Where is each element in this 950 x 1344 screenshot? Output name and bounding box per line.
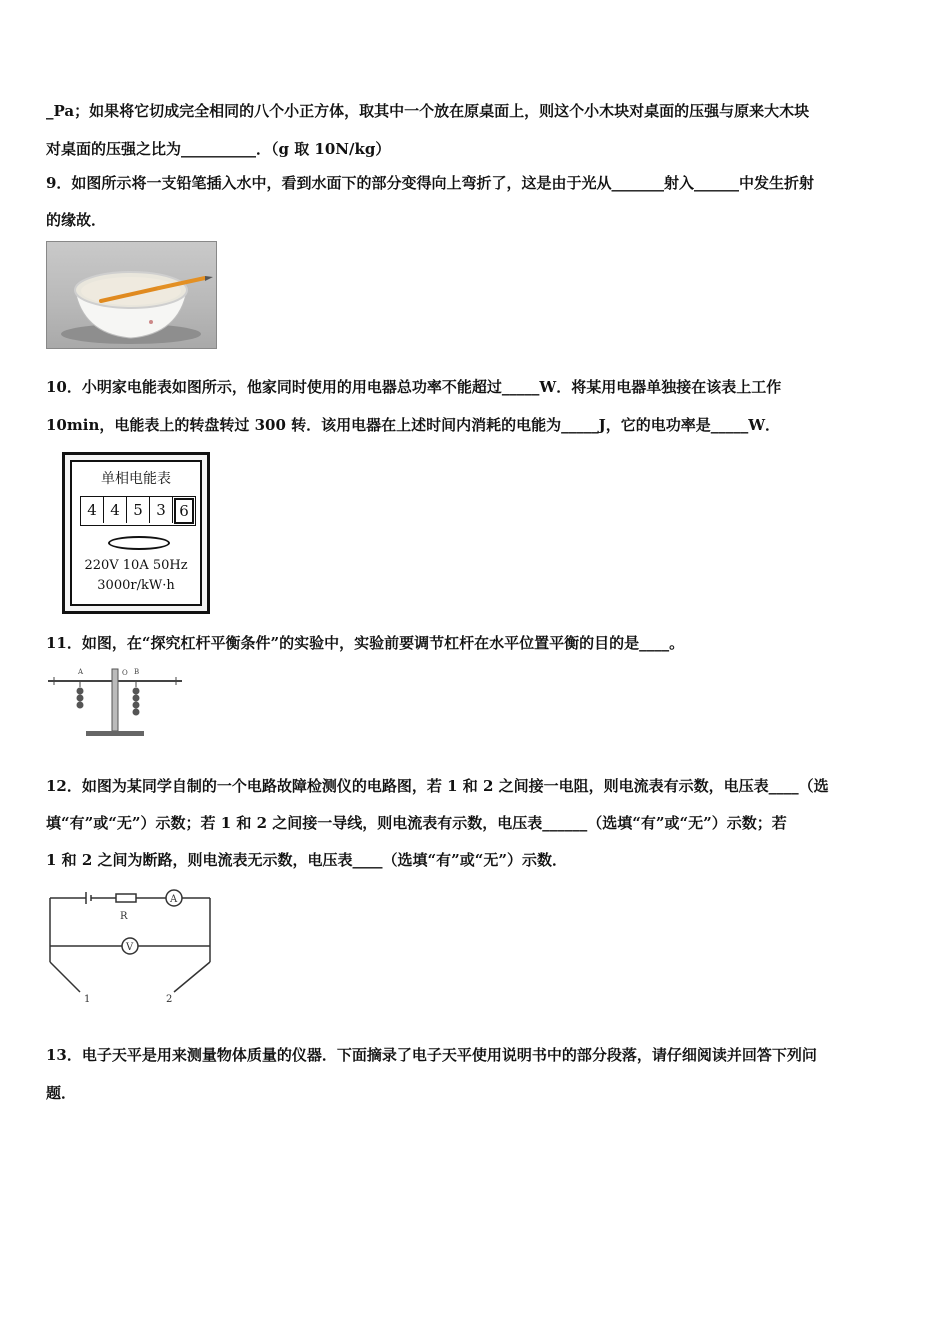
text-line: 对桌面的压强之比为__________．（g 取 10N/kg） [46, 140, 391, 158]
meter-digit-decimal: 6 [174, 498, 194, 524]
meter-constant: 3000r/kW·h [97, 578, 175, 593]
question-11: 11．如图，在“探究杠杆平衡条件”的实验中，实验前要调节杠杆在水平位置平衡的目的是____。 [46, 634, 685, 652]
resistor-label: R [120, 911, 128, 922]
question-10-cont: 10min，电能表上的转盘转过 300 转．该用电器在上述时间内消耗的电能为_____J，它的电功率是_____W． [46, 416, 781, 434]
question-10: 10．小明家电能表如图所示，他家同时使用的用电器总功率不能超过_____W．将某用电器单独接在该表上工作 [46, 378, 782, 396]
lever-label-o: O [122, 669, 128, 677]
question-9-cont: 的缘故． [46, 211, 107, 229]
question-9: 9．如图所示将一支铅笔插入水中，看到水面下的部分变得向上弯折了，这是由于光从_______射入______中发生折射 [46, 174, 814, 192]
pencil-in-water-photo [46, 241, 217, 349]
meter-digits [80, 496, 196, 526]
voltmeter-label: V [126, 942, 134, 953]
meter-spec: 220V 10A 50Hz [84, 558, 188, 573]
meter-digit: 4 [104, 497, 127, 523]
meter-digit: 5 [127, 497, 150, 523]
electric-meter-figure [62, 452, 210, 614]
meter-disc [108, 536, 170, 550]
text-line: _Pa；如果将它切成完全相同的八个小正方体，取其中一个放在原桌面上，则这个小木块对桌面的压强与原来大木块 [46, 102, 810, 120]
question-13-cont: 题． [46, 1084, 77, 1102]
lever-label-a: A [78, 668, 84, 676]
meter-digit: 3 [150, 497, 173, 523]
meter-title: 单相电能表 [101, 471, 171, 487]
meter-digit: 4 [81, 497, 104, 523]
terminal-1-label: 1 [84, 994, 91, 1005]
circuit-diagram [46, 888, 216, 1010]
ammeter-label: A [170, 894, 178, 905]
question-12-cont: 1 和 2 之间为断路，则电流表无示数，电压表____（选填“有”或“无”）示数． [46, 851, 568, 869]
terminal-2-label: 2 [166, 994, 173, 1005]
lever-figure [46, 665, 186, 745]
question-12-cont: 填“有”或“无”）示数；若 1 和 2 之间接一导线，则电流表有示数，电压表______（选填“有”或“无”）示数；若 [46, 814, 787, 832]
question-12: 12．如图为某同学自制的一个电路故障检测仪的电路图，若 1 和 2 之间接一电阻，则电流表有示数，电压表____（选 [46, 777, 829, 795]
question-13: 13．电子天平是用来测量物体质量的仪器．下面摘录了电子天平使用说明书中的部分段落，请仔细阅读并回答下列问 [46, 1046, 817, 1064]
lever-label-b: B [134, 668, 140, 676]
